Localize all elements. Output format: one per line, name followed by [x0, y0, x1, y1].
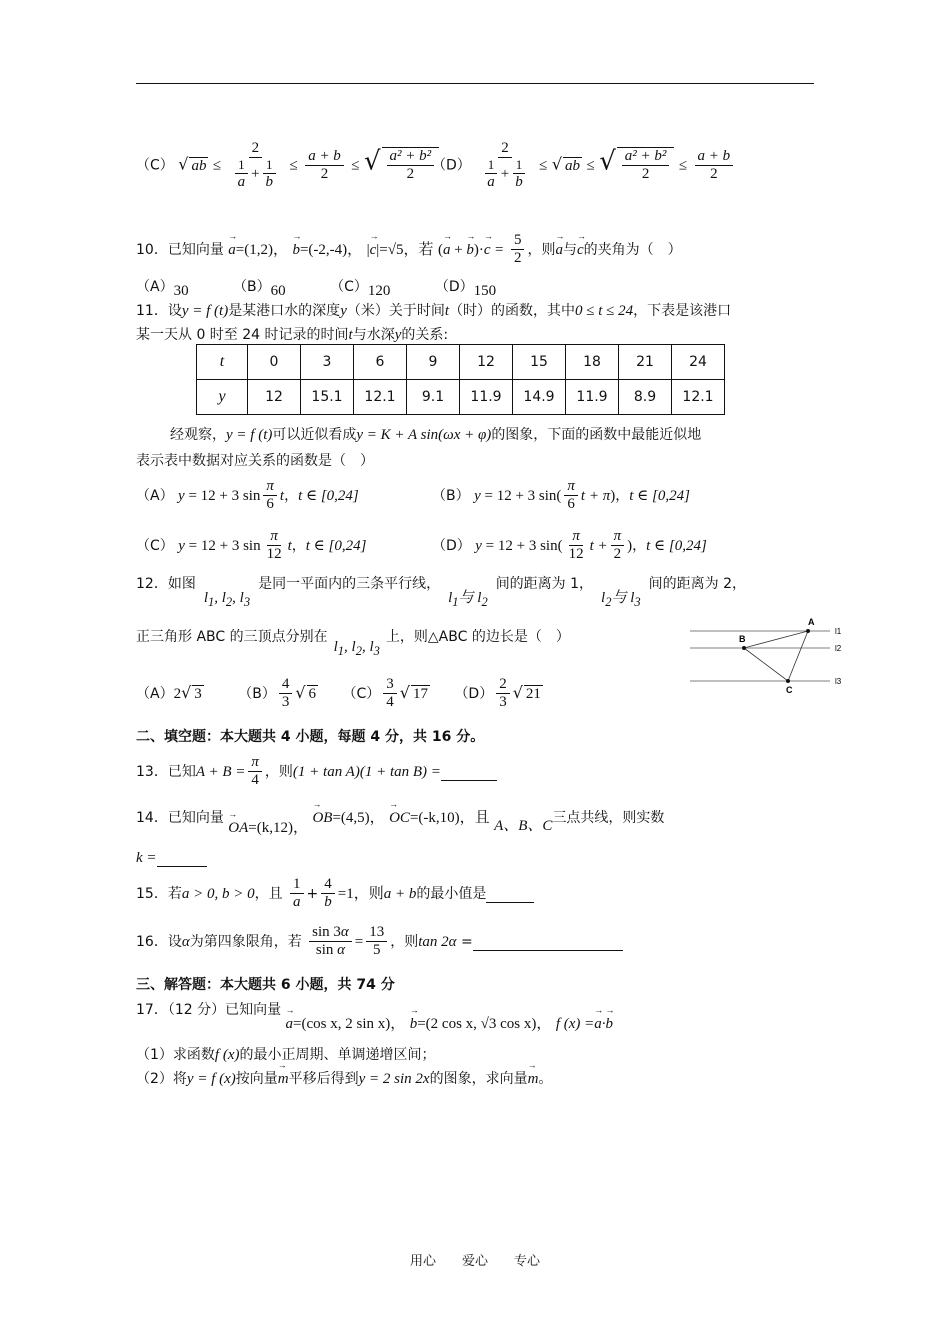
q17-part1: （1）求函数f (x)的最小正周期、单调递增区间；	[136, 1047, 436, 1063]
table-row-y: y 12 15.1 12.1 9.1 11.9 14.9 11.9 8.9 12.1	[197, 380, 725, 415]
q17-stem: 17．（12 分）已知向量 → a=(cos x, 2 sin x)， → b=(2 cos x, √3 cos x)， f (x) =→ a·→ b	[136, 998, 613, 1019]
q15: 15．若a > 0, b > 0，且 $\frac{1}{a}$ + $\frac{4}{b}$ =1，则a + b的最小值是	[136, 876, 534, 912]
table-row-t: t 0 3 6 9 12 15 18 21 24	[197, 345, 725, 380]
q10-option-a: （A）30	[136, 279, 189, 299]
label-l3: l3	[835, 677, 842, 686]
label-l1: l1	[835, 627, 842, 636]
label-l2: l2	[835, 644, 842, 653]
q16: 16．设α为第四象限角，若 $\frac{\sin 3\alpha}{\text{sin α}}$ = $\frac{13}{5}$ ，则tan 2α =	[136, 924, 623, 960]
q11-observation-line2: 表示表中数据对应关系的函数是（ ）	[136, 453, 374, 469]
q14-answer: k =	[136, 850, 207, 867]
top-rule	[136, 83, 814, 84]
section-3-heading: 三、解答题：本大题共 6 小题，共 74 分	[136, 977, 395, 993]
footer: 用心 爱心 专心	[409, 1254, 540, 1269]
q10-option-c: （C）120	[330, 279, 391, 299]
label-c: C	[786, 685, 793, 695]
q10-options	[136, 276, 497, 299]
triangle-abc	[744, 631, 808, 681]
q11-option-c: （C） y = 12 + 3 sin $\frac{\pi}{12}$ t，t ∈ [0,24]	[136, 528, 367, 563]
q12-options: （A）2√ 3 （B） $\frac{4}{3}$ √ 6 （C） $\frac{3}{4}$ √ 17 （D） $\frac{2}{3}$ √ 21	[136, 676, 541, 711]
label-b: B	[739, 634, 746, 644]
q10-stem: 10．已知向量 → a=(1,2)， → b=(-2,-4)， |→ c|=√5，若 (→ a + → b)·→ c = $\frac{5}{2}$ ，则→ a与→ c的夹角为（ ）	[136, 232, 682, 268]
q14: 14．已知向量 → OA=(k,12)， → OB=(4,5)， → OC=(-k,10)，且 A、B、C三点共线，则实数	[136, 806, 664, 827]
q11-option-b: （B） y = 12 + 3 sin( $\frac{\pi}{6}$ t + π)，t ∈ [0,24]	[432, 478, 690, 513]
q12-line1: 12．如图$l_1$, $l_2$, $l_3$是同一平面内的三条平行线，$l_1$与 $l_2$间的距离为 1，$l_2$与 $l_3$间的距离为 2，	[136, 576, 746, 609]
q12-line2: 正三角形 ABC 的三顶点分别在$l_1$, $l_2$, $l_3$上，则△ABC 的边长是（ ）	[136, 629, 570, 658]
q11-option-d: （D） y = 12 + 3 sin( $\frac{\pi}{12}$ t + $\frac{\pi}{2}$ )，t ∈ [0,24]	[432, 528, 707, 563]
section-2-heading: 二、填空题：本大题共 4 小题，每题 4 分，共 16 分。	[136, 729, 485, 745]
q11-data-table	[196, 344, 725, 415]
q9-option-c: （C） √ ab ≤ 2 $\frac{1}{a}$ + $\frac{1}{b}$ ≤ $\frac{a + b}{2}$ ≤ √ $\frac{\text{a² + b²}}{2}$	[136, 140, 439, 191]
q10-option-d: （D）150	[434, 279, 497, 299]
q9-option-d: （D） 2 $\frac{1}{a}$ + $\frac{1}{b}$ ≤ √ ab ≤ √ $\frac{\text{a² + b²}}{2}$ ≤ $\frac{a + b}{2}$	[432, 140, 736, 191]
q11-observation: 经观察，y = f (t)可以近似看成y = K + A sin(ωx + φ)的图象，下面的函数中最能近似地	[170, 427, 702, 443]
label-a: A	[808, 617, 815, 627]
q11-line1: 11．设y = f (t)是某港口水的深度y（米）关于时间t（时）的函数，其中0 ≤ t ≤ 24，下表是该港口	[136, 303, 732, 319]
q12-figure	[688, 616, 848, 696]
q13: 13．已知A + B = $\frac{\pi}{4}$ ，则(1 + tan A)(1 + tan B) =	[136, 754, 497, 790]
q11-option-a: （A） y = 12 + 3 sin $\frac{\pi}{6}$ t，t ∈ [0,24]	[136, 478, 359, 513]
q17-part2: （2）将y = f (x)按向量→ m平移后得到y = 2 sin 2x的图象，求向量→ m。	[136, 1068, 552, 1088]
q10-option-b: （B）60	[233, 279, 286, 299]
q11-line2: 某一天从 0 时至 24 时记录的时间t与水深y的关系:	[136, 327, 449, 343]
